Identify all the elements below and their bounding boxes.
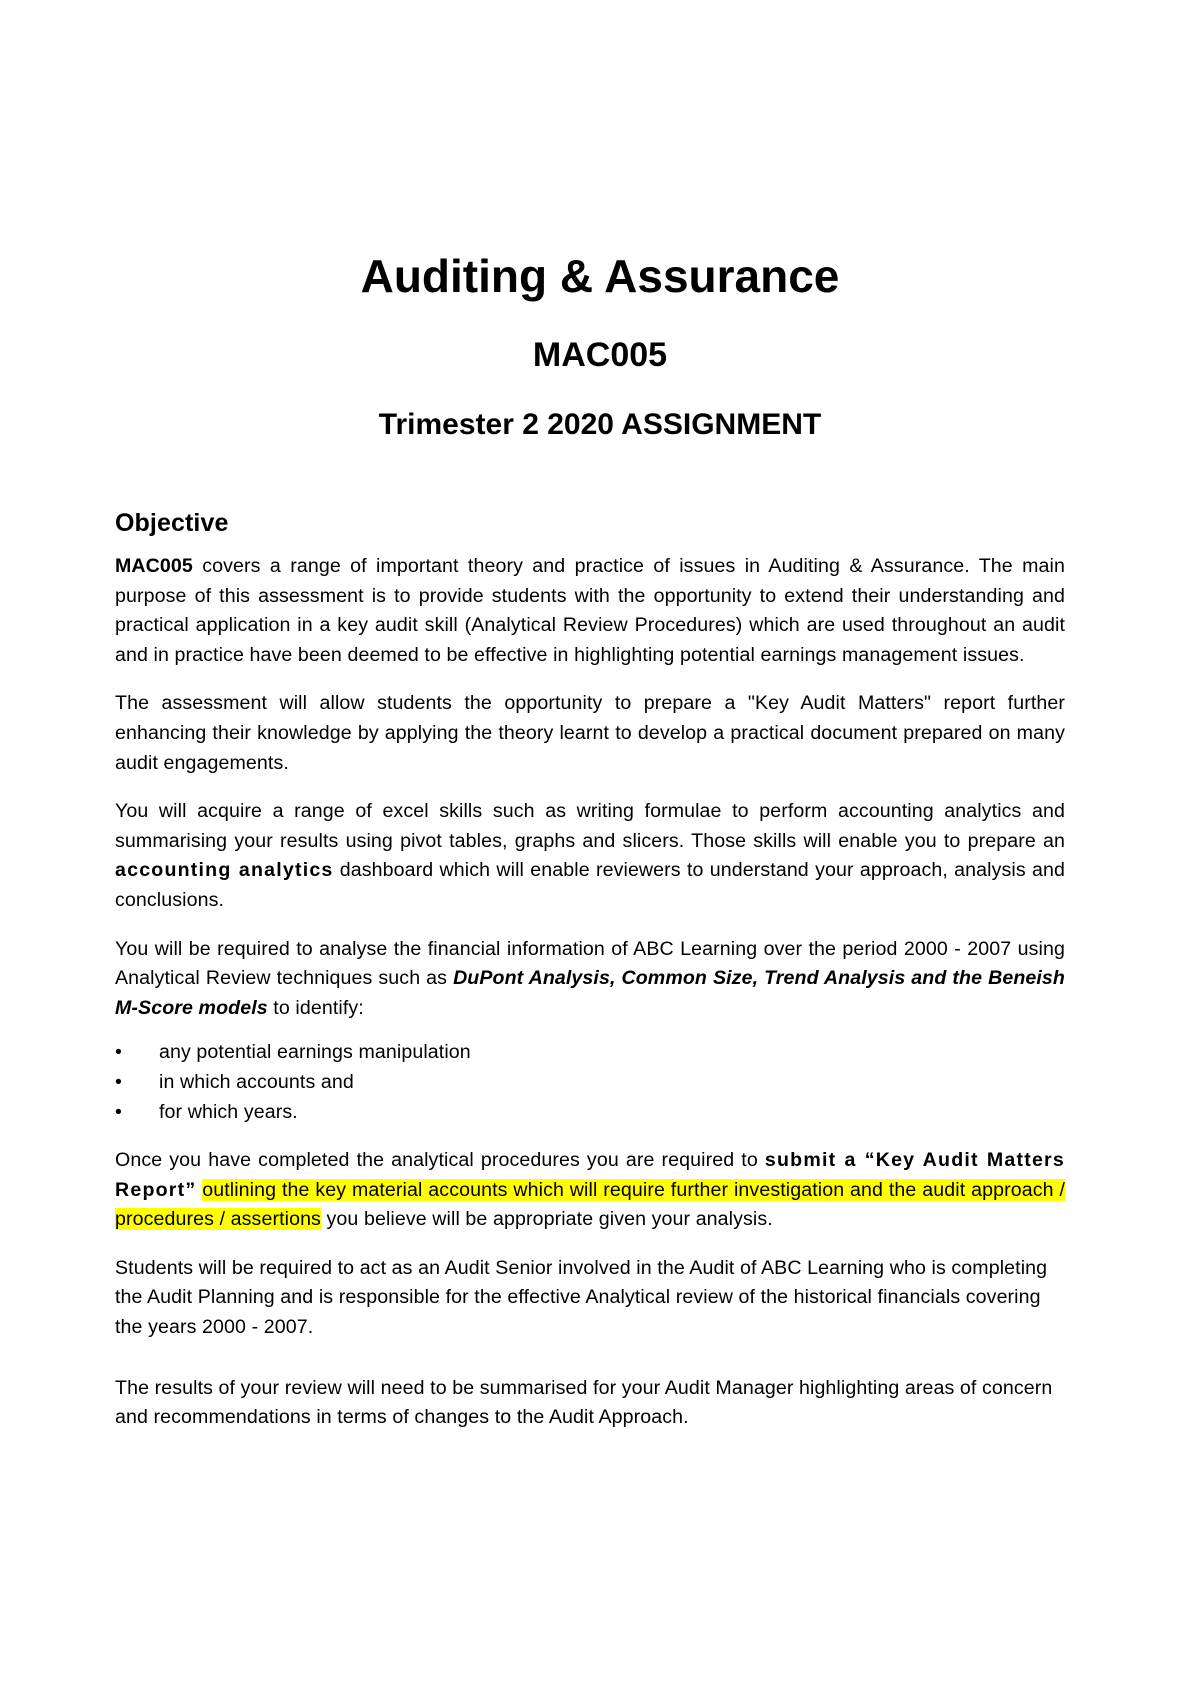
objective-paragraph-1 (115, 552, 1065, 670)
list-item (115, 1098, 1065, 1128)
list-item-text: any potential earnings manipulation (159, 1041, 471, 1064)
key-audit-matters-emphasis: submit a “Key Audit Matters Report” (115, 1149, 1065, 1201)
highlighted-requirement-text: outlining the key material accounts which will require further investigation and the audit approach / procedures / assertions (115, 1178, 1065, 1231)
analysis-techniques-emphasis: DuPont Analysis, Common Size, Trend Analysis and the Beneish M-Score models (115, 967, 1066, 1019)
paragraph-3-text-after: dashboard which will enable reviewers to understand your approach, analysis and conclusions. (115, 859, 1065, 911)
list-item (115, 1068, 1065, 1098)
list-item-text: for which years. (159, 1100, 298, 1123)
accounting-analytics-emphasis: accounting analytics (115, 859, 334, 882)
objective-heading: Objective (115, 509, 229, 537)
bullet-icon: • (115, 1041, 122, 1064)
bullet-icon: • (115, 1070, 122, 1093)
list-item-text: in which accounts and (159, 1070, 354, 1093)
identify-bullet-list (115, 1038, 1065, 1127)
course-code: MAC005 (532, 336, 668, 374)
paragraph-5-text-before: Once you have completed the analytical procedures you are required to (115, 1149, 765, 1172)
paragraph-1-text: covers a range of important theory and practice of issues in Auditing & Assurance. The main purpose of this assessment is to provide students with the opportunity to extend their understanding and practical application in a key audit skill (Analytical Review Procedures) which are used throughout an audit and in practice have been deemed to be effective in highlighting potential earnings management issues. (115, 555, 1065, 666)
paragraph-spacer (115, 1362, 1065, 1374)
paragraph-4-text-after: to identify: (267, 996, 364, 1019)
objective-section (115, 508, 1065, 1452)
paragraph-4-text-before: You will be required to analyse the financial information of ABC Learning over the period 2000 - 2007 using Analytical Review techniques such as (115, 937, 1065, 990)
objective-paragraph-2: The assessment will allow students the opportunity to prepare a "Key Audit Matters" report further enhancing their knowledge by applying the theory learnt to develop a practical document prepared on many audit engagements. (115, 692, 1065, 774)
paragraph-5-text-after: you believe will be appropriate given your analysis. (320, 1208, 773, 1231)
objective-paragraph-3 (115, 797, 1065, 915)
assignment-term-title: Trimester 2 2020 ASSIGNMENT (378, 408, 822, 441)
list-item (115, 1038, 1065, 1068)
course-code-inline: MAC005 (115, 555, 193, 577)
objective-paragraph-6: Students will be required to act as an Audit Senior involved in the Audit of ABC Learning who is completing the Audit Planning and is responsible for the effective Analytical review of the historical financials covering the years 2000 - 2007. (115, 1256, 1048, 1339)
document-title: Auditing & Assurance (360, 250, 840, 302)
objective-paragraph-7: The results of your review will need to be summarised for your Audit Manager highlighting areas of concern and recommendations in terms of changes to the Audit Approach. (115, 1376, 1053, 1429)
paragraph-3-text-before: You will acquire a range of excel skills such as writing formulae to perform accounting analytics and summarising your results using pivot tables, graphs and slicers. Those skills will enable you to prepare an (115, 800, 1065, 852)
objective-paragraph-5 (115, 1146, 1065, 1235)
objective-paragraph-4 (115, 935, 1065, 1024)
bullet-icon: • (115, 1100, 122, 1123)
